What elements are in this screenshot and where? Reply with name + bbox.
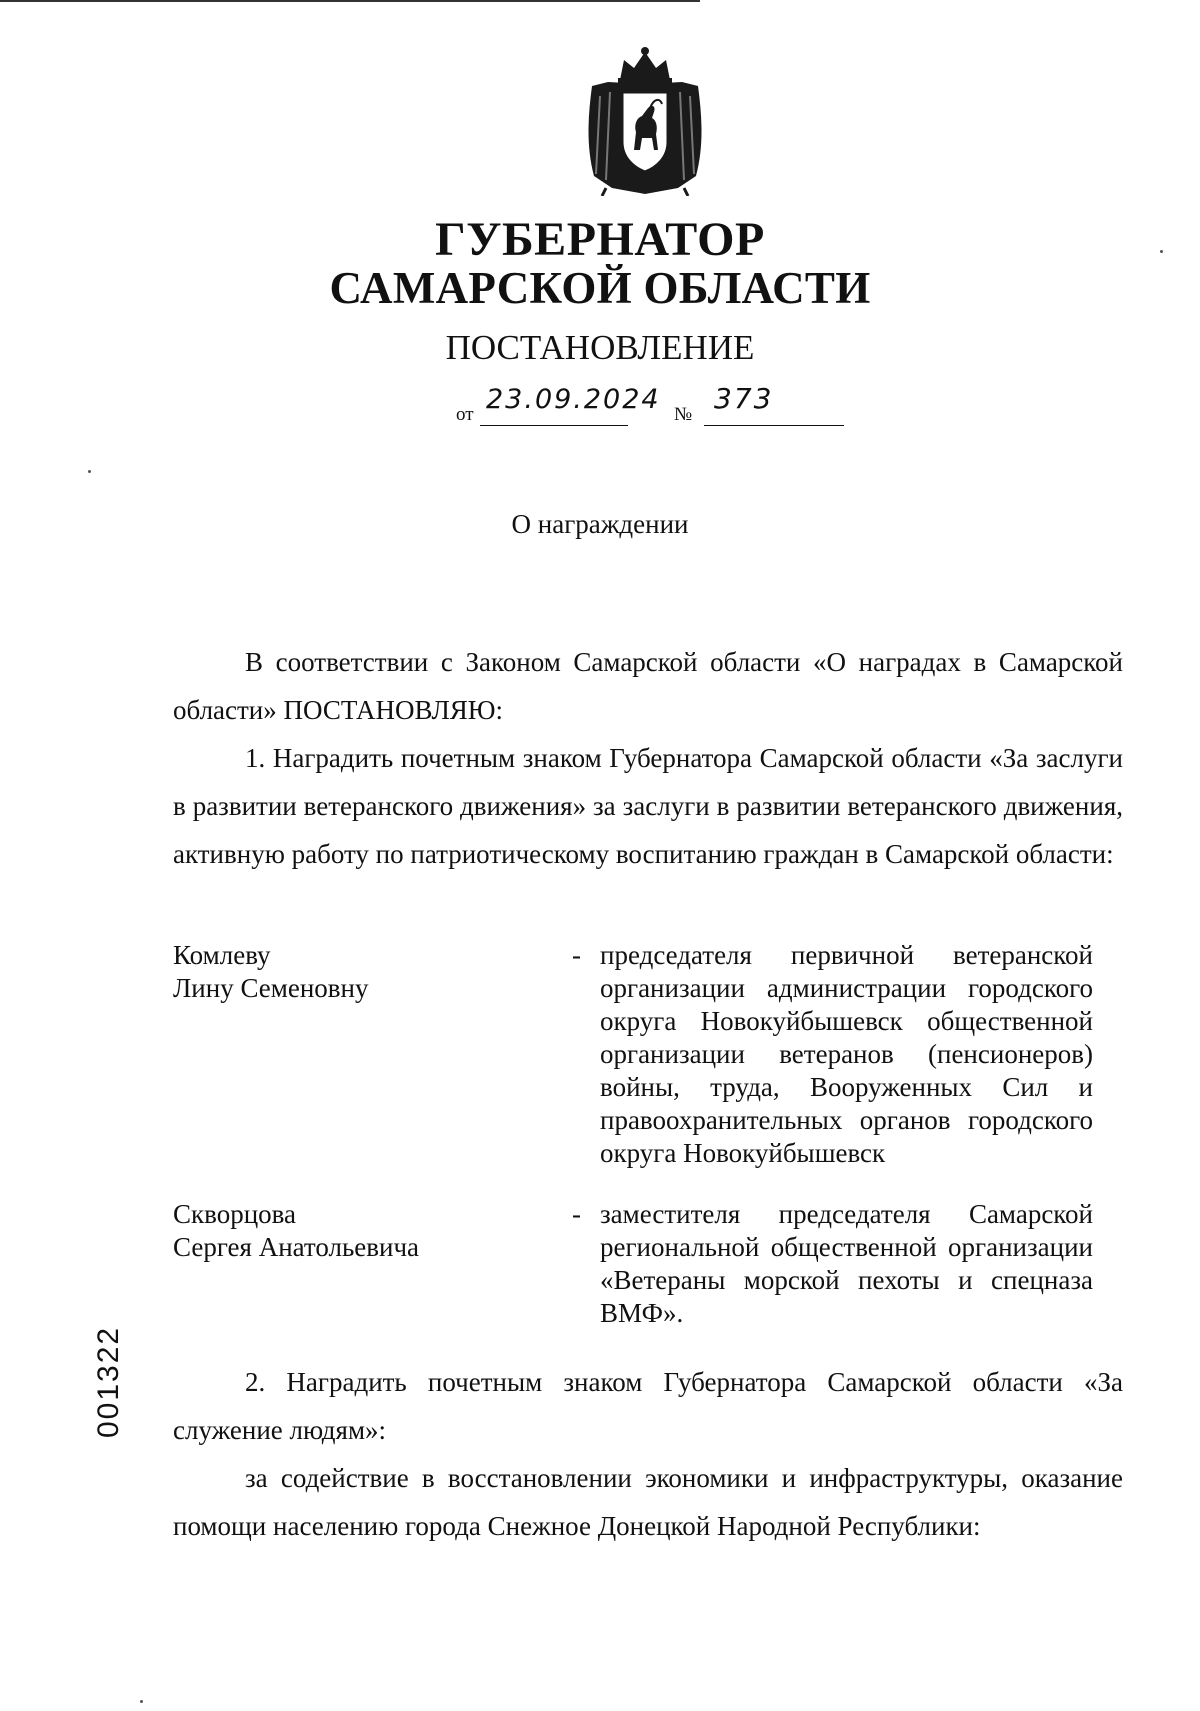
recipient-name <box>173 939 563 1005</box>
recipient-dash: - <box>572 1199 581 1229</box>
recipient-dash: - <box>572 940 581 970</box>
preamble-paragraph: В соответствии с Законом Самарской области «О наградах в Самарской области» ПОСТАНОВЛЯЮ: <box>173 647 1123 725</box>
authority-title-line1: ГУБЕРНАТОР <box>435 213 765 266</box>
number-label: № <box>674 404 693 425</box>
number-underline <box>704 425 844 426</box>
item-2-subparagraph: за содействие в восстановлении экономики и инфраструктуры, оказание помощи населению города Снежное Донецкой Народной Республики: <box>173 1463 1123 1541</box>
recipient-description: заместителя председателя Самарской региональной общественной организации «Ветераны морской пехоты и спецназа ВМФ». <box>600 1199 1093 1328</box>
scan-speck <box>88 470 91 473</box>
document-type: ПОСТАНОВЛЕНИЕ <box>445 328 755 367</box>
scan-speck <box>140 1700 143 1703</box>
document-number: 373 <box>714 382 774 415</box>
authority-title-line2: САМАРСКОЙ ОБЛАСТИ <box>329 263 871 313</box>
scan-top-edge <box>0 0 700 2</box>
recipient-surname: Комлеву <box>173 940 271 970</box>
coat-of-arms-icon <box>582 46 708 196</box>
date-number-line <box>456 382 846 426</box>
date-label: от <box>456 404 474 425</box>
recipient-surname: Скворцова <box>173 1199 297 1229</box>
recipient-name <box>173 1198 563 1264</box>
item-1-paragraph: 1. Наградить почетным знаком Губернатора Самарской области «За заслуги в развитии ветеранского движения» за заслуги в развитии ветеранского движения, активную работу по патриотическому воспитанию граждан в Самарской области: <box>173 743 1123 869</box>
recipient-description: председателя первичной ветеранской организации администрации городского округа Новокуйбышевск общественной организации ветеранов (пенсионеров) войны, труда, Вооруженных Сил и правоохранительных органов городского округа Новокуйбышевск <box>600 940 1093 1168</box>
document-date: 23.09.2024 <box>486 384 661 415</box>
margin-serial-number: 001322 <box>92 1325 125 1438</box>
item-2-paragraph: 2. Наградить почетным знаком Губернатора Самарской области «За служение людям»: <box>173 1367 1123 1445</box>
recipient-given-name: Лину Семеновну <box>173 973 369 1003</box>
recipient-given-name: Сергея Анатольевича <box>173 1232 420 1262</box>
scan-speck <box>1160 250 1163 253</box>
document-subject: О награждении <box>511 509 689 539</box>
date-underline <box>480 425 628 426</box>
